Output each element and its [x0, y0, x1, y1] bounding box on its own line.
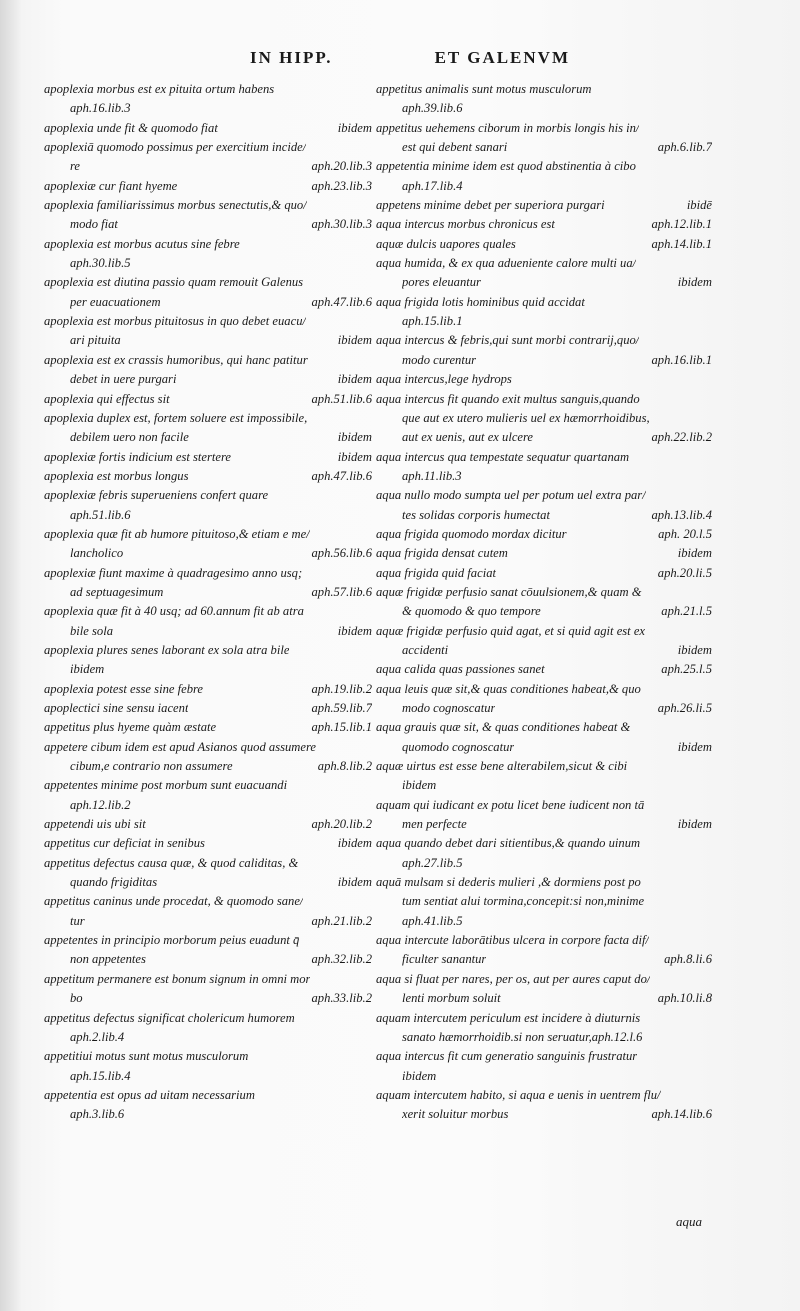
entry-reference: aph.47.lib.6 [311, 468, 372, 483]
entry-text: aqua intercus morbus chronicus est [376, 217, 555, 232]
index-entry-line [376, 622, 712, 641]
entry-reference: ibidem [337, 623, 372, 638]
entry-text: lancholico [70, 546, 124, 561]
entry-reference: aph.56.lib.6 [311, 546, 372, 561]
entry-text: aqua frigida quid faciat [376, 565, 496, 580]
entry-text: bo [70, 991, 83, 1006]
index-entry-line [44, 660, 372, 679]
index-entry-line [376, 351, 712, 370]
entry-text: bile sola [70, 623, 114, 638]
index-entry-line [44, 119, 372, 138]
index-entry-line [44, 196, 372, 215]
index-entry-line [376, 467, 712, 486]
entry-text: aquā mulsam si dederis mulieri ,& dormiens post po [376, 875, 641, 890]
index-column-left [44, 80, 372, 1125]
entry-text: aph.30.lib.5 [70, 256, 131, 271]
entry-reference: aph.20.li.5 [657, 565, 712, 580]
entry-text: apoplexia quæ fit ab humore pituitoso,& etiam e me/ [44, 526, 310, 541]
entry-text: aqua intercus & febris,qui sunt morbi contrarij,quo/ [376, 333, 640, 348]
index-entry-line [376, 312, 712, 331]
entry-reference: aph.6.lib.7 [657, 140, 712, 155]
index-entry-line [376, 119, 712, 138]
entry-text: lenti morbum soluit [402, 991, 501, 1006]
index-entry-line [44, 486, 372, 505]
index-entry-line [376, 660, 712, 679]
index-entry-line [44, 989, 372, 1008]
index-entry-line [376, 815, 712, 834]
entry-text: aqua intercus fit quando exit multus sanguis,quando [376, 391, 640, 406]
index-entry-line [376, 177, 712, 196]
entry-text: apoplexia quæ fit à 40 usq; ad 60.annum fit ab atra [44, 604, 304, 619]
entry-text: ficulter sanantur [402, 952, 487, 967]
index-entry-line [376, 138, 712, 157]
entry-text: appetitus uehemens ciborum in morbis longis his in/ [376, 120, 640, 135]
index-entry-line [44, 815, 372, 834]
entry-text: ibidem [402, 1068, 437, 1083]
entry-text: appetentes minime post morbum sunt euacuandi [44, 778, 288, 793]
entry-reference: aph.33.lib.2 [311, 991, 372, 1006]
index-entry-line [44, 177, 372, 196]
entry-text: tum sentiat alui tormina,concepit:si non,minime [402, 894, 645, 909]
entry-reference: aph.59.lib.7 [311, 701, 372, 715]
index-column-right [376, 80, 712, 1125]
entry-text: apoplexia potest esse sine febre [44, 681, 204, 696]
entry-text: aqua grauis quæ sit, & quas conditiones habeat & [376, 720, 631, 735]
entry-text: apoplexia est diutina passio quam remouit Galenus [44, 275, 304, 290]
index-entry-line [376, 892, 712, 911]
entry-text: appetentes in principio morborum peius euadunt q̄ [44, 933, 300, 948]
entry-text: ari pituita [70, 333, 121, 348]
entry-text: appetitus defectus causa quæ, & quod caliditas, & [44, 855, 299, 870]
index-entry-line [44, 931, 372, 950]
index-entry-line [44, 892, 372, 911]
entry-text: appetitus cur deficiat in senibus [44, 836, 205, 851]
index-entry-line [44, 854, 372, 873]
entry-text: aph.15.lib.1 [402, 314, 463, 329]
index-entry-line [376, 157, 712, 176]
index-entry-line [44, 776, 372, 795]
entry-text: aph.39.lib.6 [402, 101, 463, 116]
entry-text: appetentia est opus ad uitam necessarium [44, 1087, 255, 1102]
entry-reference: aph.26.li.5 [657, 701, 712, 715]
index-entry-line [44, 448, 372, 467]
entry-text: apoplexia qui effectus sit [44, 391, 170, 406]
entry-text: pores eleuantur [402, 275, 481, 290]
entry-text: per euacuationem [70, 294, 161, 309]
index-entry-line [44, 235, 372, 254]
index-entry-line [376, 1086, 712, 1105]
index-entry-line [376, 1105, 712, 1124]
index-entry-line [376, 834, 712, 853]
entry-reference: aph.8.lib.2 [317, 759, 372, 774]
running-head-right: ET GALENVM [434, 48, 570, 67]
index-entry-line [376, 273, 712, 292]
entry-reference: aph.21.lib.2 [311, 913, 372, 928]
index-entry-line [44, 215, 372, 234]
entry-text: appetens minime debet per superiora purgari [376, 198, 605, 213]
entry-text: appetitus defectus significat cholericum humorem [44, 1010, 295, 1025]
entry-text: apoplexia est morbus acutus sine febre [44, 236, 240, 251]
index-entry-line [376, 970, 712, 989]
entry-reference: aph.13.lib.4 [651, 507, 712, 522]
entry-reference: ibidem [677, 275, 712, 290]
entry-text: aph.11.lib.3 [402, 468, 462, 483]
entry-text: tur [70, 913, 85, 928]
index-entry-line [44, 506, 372, 525]
entry-text: aqua quando debet dari sitientibus,& quando uinum [376, 836, 641, 851]
running-head [250, 48, 570, 68]
entry-text: ibidem [70, 662, 105, 677]
entry-text: aut ex uenis, aut ex ulcere [402, 430, 534, 445]
entry-text: appetitus plus hyeme quàm æstate [44, 720, 217, 735]
entry-text: aqua intercus qua tempestate sequatur quartanam [376, 449, 630, 464]
index-entry-line [376, 486, 712, 505]
index-entry-line [44, 834, 372, 853]
entry-text: sanato hæmorrhoidib.si non seruatur,aph.12.l.6 [402, 1029, 643, 1044]
index-entry-line [376, 912, 712, 931]
entry-reference: ibidem [677, 817, 712, 832]
entry-reference: aph.8.li.6 [664, 952, 712, 967]
catchword: aqua [676, 1214, 702, 1229]
index-entry-line [376, 583, 712, 602]
entry-text: apoplexia unde fit & quomodo fiat [44, 120, 218, 135]
index-entry-line [376, 254, 712, 273]
index-entry-line [376, 293, 712, 312]
entry-text: appetitus caninus unde procedat, & quomodo sane/ [44, 894, 304, 909]
index-entry-line [44, 1047, 372, 1066]
entry-reference: aph.20.lib.2 [311, 817, 372, 832]
entry-reference: aph.14.lib.1 [651, 236, 712, 251]
entry-text: aph.2.lib.4 [70, 1029, 125, 1044]
entry-text: appetitus animalis sunt motus musculorum [376, 82, 592, 96]
index-entry-line [376, 428, 712, 447]
index-entry-line [44, 622, 372, 641]
index-entry-line [376, 854, 712, 873]
index-entry-line [44, 273, 372, 292]
index-entry-line [376, 99, 712, 118]
index-entry-line [44, 699, 372, 718]
entry-text: apoplexia familiarissimus morbus senectutis,& quo/ [44, 198, 307, 213]
index-entry-line [44, 641, 372, 660]
index-entry-line [44, 757, 372, 776]
entry-reference: ibidem [677, 739, 712, 754]
index-entry-line [44, 390, 372, 409]
entry-text: aqua si fluat per nares, per os, aut per aures caput do/ [376, 971, 651, 986]
index-entry-line [44, 583, 372, 602]
index-entry-line [376, 409, 712, 428]
index-entry-line [44, 718, 372, 737]
index-entry-line [44, 331, 372, 350]
entry-reference: aph.12.lib.1 [651, 217, 712, 232]
entry-text: aqua intercute laborātibus ulcera in corpore facta dif/ [376, 933, 649, 948]
entry-text: aquæ uirtus est esse bene alterabilem,sicut & cibi [376, 759, 628, 774]
entry-text: aqua intercus,lege hydrops [376, 372, 512, 387]
entry-text: aquæ frigidæ perfusio quid agat, et si quid agit est ex [376, 623, 646, 638]
entry-text: aquam intercutem periculum est incidere à diuturnis [376, 1010, 641, 1025]
entry-reference: aph.25.l.5 [661, 662, 712, 677]
entry-text: modo cognoscatur [402, 701, 496, 715]
entry-text: apoplexiæ febris superueniens confert quare [44, 488, 269, 503]
entry-text: aqua frigida lotis hominibus quid accidat [376, 294, 585, 309]
index-entry-line [44, 738, 372, 757]
index-entry-line [376, 873, 712, 892]
entry-text: apoplexiæ fortis indicium est stertere [44, 449, 232, 464]
entry-text: aph.3.lib.6 [70, 1107, 125, 1122]
entry-text: quando frigiditas [70, 875, 158, 890]
entry-text: aph.17.lib.4 [402, 178, 463, 193]
index-entry-line [44, 1028, 372, 1047]
index-entry-line [44, 680, 372, 699]
entry-text: aph.12.lib.2 [70, 797, 131, 812]
index-entry-line [376, 196, 712, 215]
entry-text: aquæ dulcis uapores quales [376, 236, 516, 251]
entry-reference: ibidem [337, 333, 372, 348]
entry-reference: aph.19.lib.2 [311, 681, 372, 696]
entry-text: aph.16.lib.3 [70, 101, 131, 116]
index-entry-line [44, 409, 372, 428]
index-entry-line [44, 602, 372, 621]
index-entry-line [44, 525, 372, 544]
index-entry-line [376, 738, 712, 757]
index-entry-line [44, 467, 372, 486]
index-entry-line [376, 544, 712, 563]
index-entry-line [44, 796, 372, 815]
entry-text: aph.51.lib.6 [70, 507, 131, 522]
entry-text: apoplexia morbus est ex pituita ortum habens [44, 82, 275, 96]
index-entry-line [376, 506, 712, 525]
entry-reference: ibidē [686, 198, 712, 213]
entry-reference: aph.14.lib.6 [651, 1107, 712, 1122]
entry-reference: aph.23.lib.3 [311, 178, 372, 193]
entry-text: apoplexiæ fiunt maxime à quadragesimo anno usq; [44, 565, 303, 580]
entry-text: aqua leuis quæ sit,& quas conditiones habeat,& quo [376, 681, 641, 696]
index-entry-line [44, 293, 372, 312]
entry-text: ad septuagesimum [70, 584, 164, 599]
index-entry-line [44, 370, 372, 389]
entry-text: aquæ frigidæ perfusio sanat cōuulsionem,& quam & [376, 584, 642, 599]
index-entry-line [376, 215, 712, 234]
index-entry-line [376, 602, 712, 621]
entry-reference: aph.15.lib.1 [311, 720, 372, 735]
entry-reference: aph.32.lib.2 [311, 952, 372, 967]
index-entry-line [44, 970, 372, 989]
index-entry-line [44, 950, 372, 969]
entry-text: aqua intercus fit cum generatio sanguinis frustratur [376, 1049, 638, 1064]
index-entry-line [376, 1009, 712, 1028]
index-entry-line [44, 564, 372, 583]
entry-text: xerit soluitur morbus [402, 1107, 509, 1122]
index-entry-line [376, 1067, 712, 1086]
index-entry-line [44, 254, 372, 273]
entry-reference: aph.22.lib.2 [651, 430, 712, 445]
entry-text: aqua calida quas passiones sanet [376, 662, 545, 677]
index-entry-line [44, 157, 372, 176]
entry-text: apoplexiā quomodo possimus per exercitium incide/ [44, 140, 307, 155]
index-entry-line [44, 873, 372, 892]
entry-text: aquam intercutem habito, si aqua e uenis in uentrem flu/ [376, 1087, 661, 1102]
entry-text: aqua humida, & ex qua adueniente calore multi ua/ [376, 256, 637, 271]
index-entry-line [376, 390, 712, 409]
index-entry-line [44, 544, 372, 563]
index-entry-line [376, 757, 712, 776]
entry-text: aph.15.lib.4 [70, 1068, 131, 1083]
entry-reference: ibidem [677, 642, 712, 657]
entry-text: apoplexia est morbus longus [44, 468, 189, 483]
index-entry-line [376, 564, 712, 583]
index-entry-line [376, 80, 712, 99]
index-entry-line [44, 1105, 372, 1124]
entry-reference: ibidem [337, 430, 372, 445]
index-entry-line [376, 776, 712, 795]
index-entry-line [44, 312, 372, 331]
entry-text: accidenti [402, 642, 449, 657]
entry-text: ibidem [402, 778, 437, 793]
entry-text: men perfecte [402, 817, 467, 832]
entry-reference: ibidem [337, 875, 372, 890]
entry-text: que aut ex utero mulieris uel ex hæmorrhoidibus, [402, 410, 650, 425]
index-entry-line [376, 1028, 712, 1047]
index-entry-line [44, 138, 372, 157]
entry-reference: ibidem [677, 546, 712, 561]
entry-reference: ibidem [337, 372, 372, 387]
index-entry-line [376, 699, 712, 718]
entry-text: appetitum permanere est bonum signum in omni mor [44, 971, 311, 986]
index-entry-line [376, 989, 712, 1008]
entry-text: apoplexiæ cur fiant hyeme [44, 178, 178, 193]
index-entry-line [376, 525, 712, 544]
entry-reference: aph.47.lib.6 [311, 294, 372, 309]
entry-text: est qui debent sanari [402, 140, 508, 155]
entry-text: aqua frigida densat cutem [376, 546, 508, 561]
entry-text: quomodo cognoscatur [402, 739, 515, 754]
entry-reference: aph.20.lib.3 [311, 159, 372, 174]
index-entry-line [44, 1009, 372, 1028]
entry-reference: ibidem [337, 449, 372, 464]
index-entry-line [376, 331, 712, 350]
index-entry-line [376, 235, 712, 254]
entry-text: aqua frigida quomodo mordax dicitur [376, 526, 567, 541]
index-entry-line [376, 448, 712, 467]
index-entry-line [44, 912, 372, 931]
index-entry-line [44, 1067, 372, 1086]
entry-text: apoplexia plures senes laborant ex sola atra bile [44, 642, 290, 657]
entry-text: apoplexia est ex crassis humoribus, qui hanc patitur [44, 352, 308, 367]
index-entry-line [376, 796, 712, 815]
index-entry-line [376, 370, 712, 389]
entry-text: aph.41.lib.5 [402, 913, 463, 928]
running-head-left: IN HIPP. [250, 48, 333, 67]
entry-text: apoplexia duplex est, fortem soluere est impossibile, [44, 410, 308, 425]
entry-reference: aph.51.lib.6 [311, 391, 372, 406]
entry-text: non appetentes [70, 952, 146, 967]
entry-text: aqua nullo modo sumpta uel per potum uel extra par/ [376, 488, 646, 503]
index-entry-line [376, 641, 712, 660]
entry-reference: aph.30.lib.3 [311, 217, 372, 232]
index-entry-line [44, 1086, 372, 1105]
entry-text: re [70, 159, 81, 174]
index-entry-line [44, 80, 372, 99]
entry-text: aph.27.lib.5 [402, 855, 463, 870]
index-entry-line [44, 351, 372, 370]
entry-text: apoplexia est morbus pituitosus in quo debet euacu/ [44, 314, 306, 329]
entry-text: aquam qui iudicant ex potu licet bene iudicent non tā [376, 797, 645, 812]
entry-text: modo fiat [70, 217, 118, 232]
entry-text: cibum,e contrario non assumere [70, 759, 233, 774]
entry-reference: aph. 20.l.5 [658, 526, 712, 541]
index-entry-line [376, 1047, 712, 1066]
entry-text: debet in uere purgari [70, 372, 177, 387]
entry-reference: aph.16.lib.1 [651, 352, 712, 367]
entry-reference: aph.21.l.5 [661, 604, 712, 619]
entry-text: appetendi uis ubi sit [44, 817, 146, 832]
entry-text: & quomodo & quo tempore [402, 604, 541, 619]
index-entry-line [44, 99, 372, 118]
entry-text: appetere cibum idem est apud Asianos quod assumere [44, 739, 317, 754]
entry-text: modo curentur [402, 352, 477, 367]
entry-text: appetentia minime idem est quod abstinentia à cibo [376, 159, 636, 174]
index-entry-line [376, 950, 712, 969]
entry-text: tes solidas corporis humectat [402, 507, 550, 522]
entry-reference: aph.10.li.8 [657, 991, 712, 1006]
entry-text: apoplectici sine sensu iacent [44, 701, 189, 715]
binding-shadow [0, 0, 22, 1311]
entry-reference: ibidem [337, 836, 372, 851]
entry-reference: aph.57.lib.6 [311, 584, 372, 599]
index-entry-line [376, 680, 712, 699]
index-entry-line [44, 428, 372, 447]
entry-reference: ibidem [337, 120, 372, 135]
index-entry-line [376, 718, 712, 737]
index-entry-line [376, 931, 712, 950]
entry-text: appetitiui motus sunt motus musculorum [44, 1049, 249, 1064]
entry-text: debilem uero non facile [70, 430, 189, 445]
